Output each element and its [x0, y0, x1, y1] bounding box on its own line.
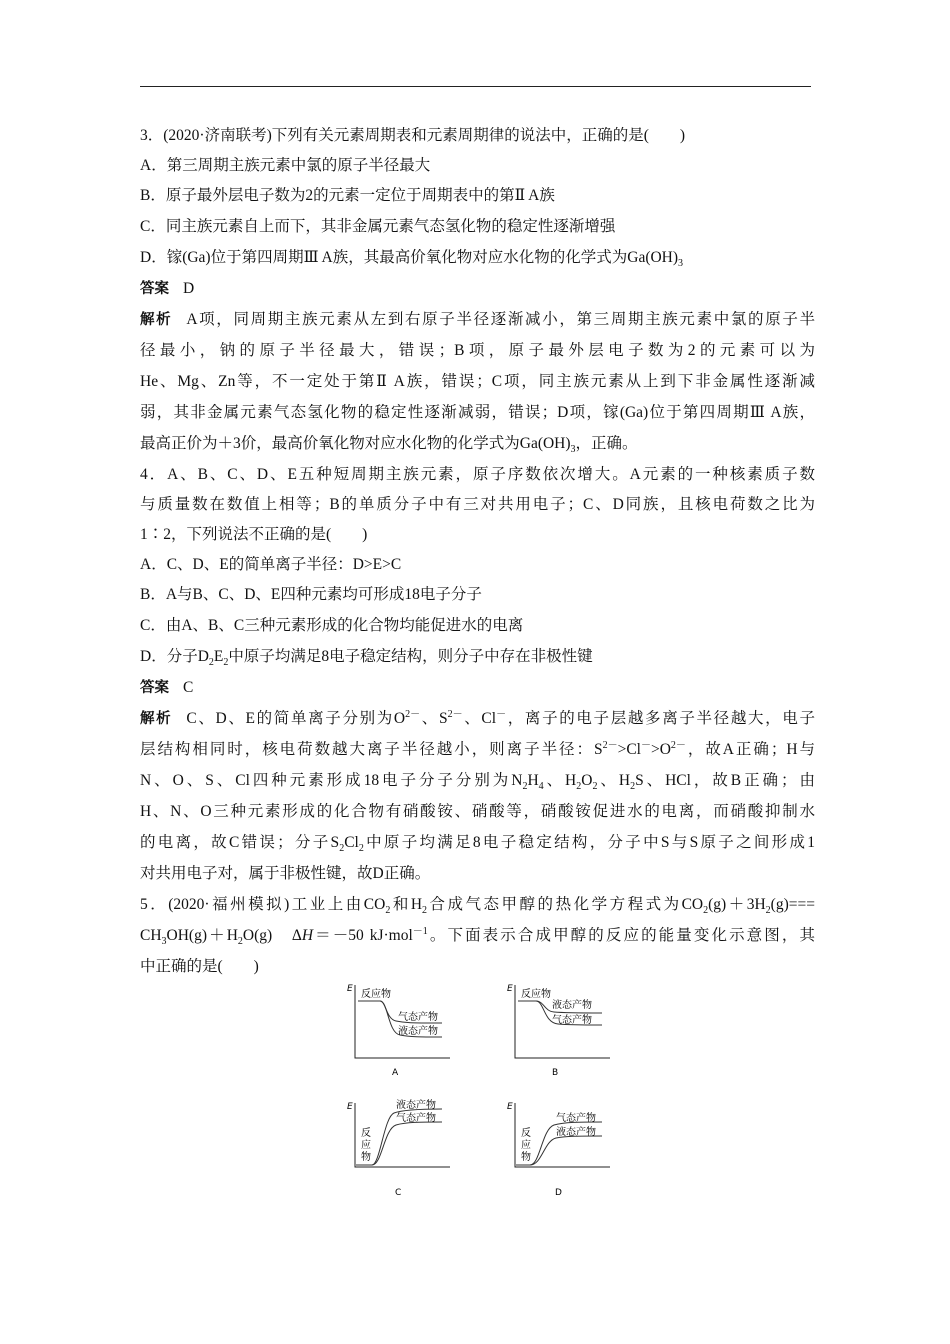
- gas-label: 气态产物: [398, 1012, 438, 1023]
- reactant-char: 物: [361, 1152, 371, 1163]
- liquid-label: 液态产物: [556, 1127, 596, 1138]
- q4-analysis-line: 的电离，故C错误；分子$S_2Cl_2$中原子均满足8电子稳定结构，分子中S与S原子之间形成1: [140, 834, 815, 855]
- q3-analysis-line: He、Mg、Zn等，不一定处于第Ⅱ A族，错误；C项，同主族元素从上到下非金属性逐渐减: [140, 373, 815, 390]
- energy-diagram-b: [500, 975, 620, 1080]
- energy-diagram-d: [500, 1095, 620, 1205]
- gas-curve: [372, 1122, 442, 1165]
- q4-answer: 答案 C: [140, 679, 194, 696]
- axis-label: E: [347, 1102, 353, 1112]
- q3-option-b: B．原子最外层电子数为2的元素一定位于周期表中的第Ⅱ A族: [140, 187, 555, 204]
- q4-stem-line: 与质量数在数值上相等；B的单质分子中有三对共用电子；C、D同族，且核电荷数之比为: [140, 496, 815, 513]
- liquid-label: 液态产物: [396, 1100, 436, 1111]
- diagram-label: D: [555, 1188, 562, 1198]
- q4-option-b: B．A与B、C、D、E四种元素均可形成18电子分子: [140, 586, 482, 603]
- liquid-label: 液态产物: [398, 1026, 438, 1037]
- reactant-char: 反: [521, 1128, 531, 1139]
- diagram-label: A: [392, 1068, 399, 1078]
- energy-diagram-c: [340, 1095, 460, 1205]
- q5-stem-line: $CH_3OH(g)+H_2O(g)$ ΔH＝－50 kJ·mol$^{-1}$。下面表示合成甲醇的反应的能量变化示意图，其: [140, 925, 815, 948]
- q3-option-d: D．镓(Ga)位于第四周期Ⅲ A族，其最高价氧化物对应水化物的化学式为$Ga(OH)_3$: [140, 249, 684, 270]
- liquid-curve: [530, 1136, 602, 1165]
- q5-stem-line: 5．(2020·福州模拟)工业上由$CO_2$和$H_2$合成气态甲醇的热化学方程式为$CO_2(g)+3H_2(g)===$: [140, 896, 815, 917]
- q3-option-c: C．同主族元素自上而下，其非金属元素气态氢化物的稳定性逐渐增强: [140, 218, 616, 235]
- gas-label: 气态产物: [552, 1015, 592, 1026]
- reactant-label: 反应物: [521, 989, 551, 1000]
- reactant-label: 反应物: [361, 989, 391, 1000]
- q4-stem-line: 1∶2，下列说法不正确的是( ): [140, 526, 368, 543]
- q3-answer: 答案 D: [140, 280, 195, 297]
- q3-stem: 3．(2020·济南联考)下列有关元素周期表和元素周期律的说法中，正确的是( ): [140, 127, 686, 144]
- q4-analysis-line: 对共用电子对，属于非极性键，故D正确。: [140, 865, 431, 882]
- q3-analysis-line: 径最小，钠的原子半径最大，错误；B项，原子最外层电子数为2的元素可以为: [140, 342, 815, 359]
- q3-analysis-line: 解析 A项，同周期主族元素从左到右原子半径逐渐减小，第三周期主族元素中氯的原子半: [140, 311, 816, 328]
- diagram-label: C: [395, 1188, 402, 1198]
- axis-label: E: [507, 984, 513, 994]
- q3-analysis-line: 弱，其非金属元素气态氢化物的稳定性逐渐减弱，错误；D项，镓(Ga)位于第四周期Ⅲ A族，: [140, 404, 815, 421]
- q3-analysis-line: 最高正价为＋3价，最高价氧化物对应水化物的化学式为$Ga(OH)_3$，正确。: [140, 435, 638, 456]
- reactant-char: 应: [361, 1140, 371, 1151]
- q5-stem-line: 中正确的是( ): [140, 958, 259, 975]
- q4-option-d: D．分子$D_2E_2$中原子均满足8电子稳定结构，则分子中存在非极性键: [140, 648, 593, 669]
- q4-option-a: A．C、D、E的简单离子半径：D>E>C: [140, 556, 402, 573]
- gas-label: 气态产物: [556, 1113, 596, 1124]
- q4-analysis-line: 层结构相同时，核电荷数越大离子半径越小，则离子半径：$S^{2-}>Cl^->O^{2-}$，故A正确；H与: [140, 739, 816, 758]
- q4-stem-line: 4．A、B、C、D、E五种短周期主族元素，原子序数依次增大。A元素的一种核素质子数: [140, 466, 815, 483]
- liquid-label: 液态产物: [552, 1000, 592, 1011]
- q4-analysis-line: N、O、S、Cl四种元素形成18电子分子分别为$N_2H_4$、$H_2O_2$、$H_2S$、HCl，故B正确；由: [140, 772, 815, 793]
- reactant-char: 应: [521, 1140, 531, 1151]
- axis-label: E: [507, 1102, 513, 1112]
- gas-label: 气态产物: [396, 1113, 436, 1124]
- axis-label: E: [347, 984, 353, 994]
- q3-option-a: A．第三周期主族元素中氯的原子半径最大: [140, 157, 431, 174]
- q4-analysis-line: H、N、O三种元素形成的化合物有硝酸铵、硝酸等，硝酸铵促进水的电离，而硝酸抑制水: [140, 803, 815, 820]
- reactant-char: 物: [521, 1152, 531, 1163]
- reactant-char: 反: [361, 1128, 371, 1139]
- header-rule: [140, 86, 811, 87]
- q4-analysis-line: 解析 C、D、E的简单离子分别为$O^{2-}$、$S^{2-}$、Cl－，离子的电子层越多离子半径越大，电子: [140, 708, 815, 727]
- diagram-label: B: [552, 1068, 559, 1078]
- energy-diagram-a: [340, 975, 460, 1080]
- q4-option-c: C．由A、B、C三种元素形成的化合物均能促进水的电离: [140, 617, 524, 634]
